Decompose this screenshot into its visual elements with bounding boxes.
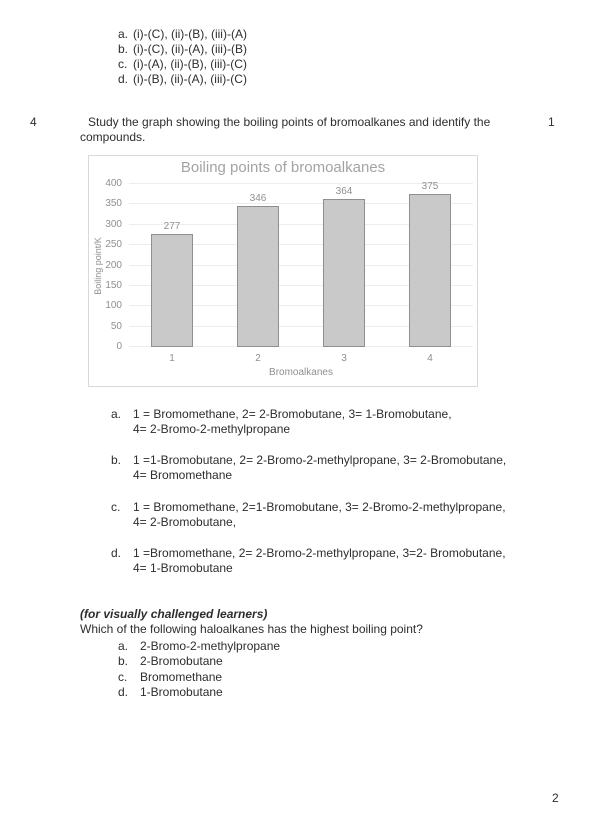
option-row [118, 639, 280, 654]
question-number: 4 [30, 115, 37, 129]
vcl-question: Which of the following haloalkanes has the highest boiling point? [80, 622, 423, 636]
option-text [133, 546, 506, 576]
chart-bar-value-label: 375 [421, 181, 439, 193]
question-text: Study the graph showing the boiling points of bromoalkanes and identify the compounds. [80, 115, 491, 144]
chart [88, 155, 478, 387]
option-letter: b. [118, 42, 129, 56]
chart-bar-value-label: 346 [249, 193, 267, 205]
chart-x-tick-label: 3 [341, 353, 347, 364]
answer-option-d [111, 546, 506, 576]
option-text: 2-Bromobutane [140, 654, 223, 669]
chart-y-tick-label: 400 [105, 178, 122, 189]
option-text: 1-Bromobutane [140, 685, 223, 700]
option-line: 4= Bromomethane [133, 468, 233, 482]
option-text [133, 407, 452, 437]
option-text: 2-Bromo-2-methylpropane [140, 639, 281, 653]
chart-y-ticks [89, 178, 122, 352]
option-text: Bromomethane [140, 669, 223, 684]
option-line: 1 =1-Bromobutane, 2= 2-Bromo-2-methylpropane, 3= 2-Bromobutane, [133, 453, 507, 467]
vcl-heading: (for visually challenged learners) [80, 607, 268, 621]
option-letter: a. [111, 407, 122, 421]
chart-title: Boiling points of bromoalkanes [180, 159, 386, 176]
answer-option-a [111, 407, 452, 437]
answer-option-b [111, 453, 506, 483]
chart-y-tick-label: 300 [105, 218, 122, 230]
option-row [118, 42, 247, 57]
page-number: 2 [552, 791, 559, 805]
answer-option-c [111, 500, 506, 530]
chart-plot [129, 181, 473, 347]
chart-x-ticks [129, 353, 473, 365]
option-row [118, 670, 280, 685]
vcl-options [118, 639, 280, 701]
option-text: (i)-(C), (ii)-(B), (iii)-(A) [133, 27, 247, 41]
option-letter: d. [111, 546, 122, 560]
option-row [118, 27, 247, 42]
chart-x-tick-label: 2 [255, 353, 261, 364]
option-text [133, 500, 506, 530]
option-row [118, 72, 247, 87]
option-row [118, 654, 280, 669]
option-letter: d. [118, 72, 129, 86]
option-line: 1 = Bromomethane, 2=1-Bromobutane, 3= 2-Bromo-2-methylpropane, [133, 500, 506, 514]
chart-y-tick-label: 100 [105, 300, 122, 312]
option-letter: d. [118, 685, 129, 700]
chart-bar [409, 194, 451, 347]
option-line: 1 =Bromomethane, 2= 2-Bromo-2-methylpropane, 3=2- Bromobutane, [133, 546, 506, 560]
chart-y-tick-label: 50 [110, 320, 122, 332]
option-line: 1 = Bromomethane, 2= 2-Bromobutane, 3= 1-Bromobutane, [133, 407, 452, 421]
chart-y-axis-label: Boiling point/K [93, 236, 104, 295]
option-letter: c. [111, 500, 121, 514]
option-letter: a. [118, 639, 129, 653]
question-marks: 1 [548, 115, 555, 129]
chart-x-tick-label: 1 [169, 353, 175, 364]
option-line: 4= 2-Bromo-2-methylpropane [133, 422, 291, 436]
chart-bar [151, 234, 193, 347]
option-letter: b. [111, 453, 122, 467]
option-text [133, 453, 506, 483]
option-row [118, 685, 280, 700]
chart-bar [237, 206, 279, 347]
chart-bar-value-label: 364 [335, 185, 353, 197]
chart-y-tick-label: 0 [116, 341, 122, 352]
option-line: 4= 2-Bromobutane, [133, 515, 237, 529]
chart-y-tick-label: 150 [105, 279, 122, 291]
option-letter: b. [118, 654, 129, 669]
chart-x-tick-label: 4 [427, 353, 433, 364]
option-row [118, 57, 247, 72]
option-letter: a. [118, 27, 129, 41]
chart-y-tick-label: 200 [105, 259, 122, 271]
chart-x-axis-label: Bromoalkanes [269, 367, 333, 378]
option-text: (i)-(C), (ii)-(A), (iii)-(B) [133, 42, 247, 56]
option-letter: c. [118, 57, 128, 71]
option-letter: c. [118, 669, 128, 684]
chart-y-tick-label: 350 [105, 198, 122, 210]
option-text: (i)-(A), (ii)-(B), (iii)-(C) [133, 57, 247, 71]
option-text: (i)-(B), (ii)-(A), (iii)-(C) [133, 72, 247, 86]
previous-question-options [118, 27, 247, 87]
chart-bar-value-label: 277 [163, 221, 181, 233]
chart-bar [323, 199, 365, 347]
option-line: 4= 1-Bromobutane [133, 561, 233, 575]
chart-y-tick-label: 250 [105, 239, 122, 251]
